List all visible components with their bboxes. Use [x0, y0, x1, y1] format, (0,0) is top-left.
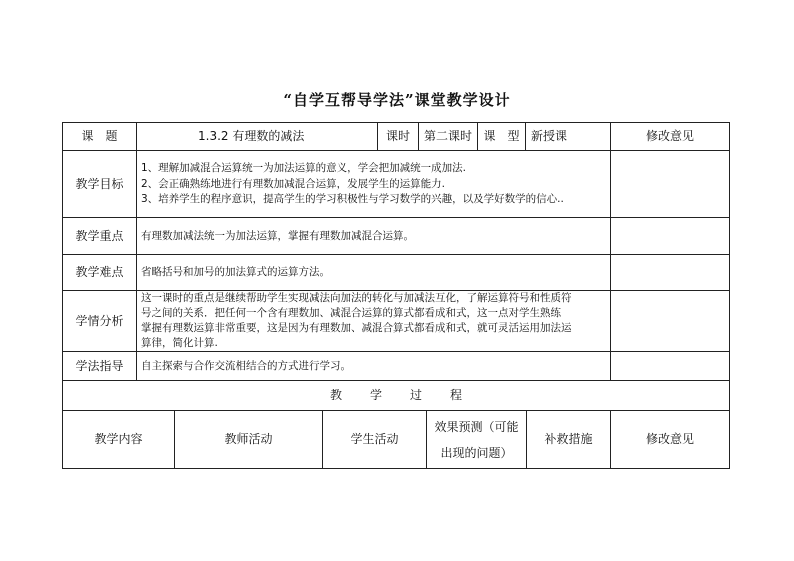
topic-value: 1.3.2 有理数的减法: [198, 129, 305, 143]
document-title: “自学互帮导学法”课堂教学设计: [283, 91, 511, 109]
col-teaching-content: 教学内容: [94, 432, 143, 446]
col-student-activity: 学生活动: [350, 432, 399, 446]
type-value: 新授课: [531, 129, 568, 143]
effect-prediction-line-1: 效果预测（可能: [434, 419, 519, 434]
period-label: 课时: [385, 129, 410, 143]
goal-line-3: 3、培养学生的程序意识，提高学生的学习积极性与学习数学的兴趣，以及学好数学的信心..: [141, 193, 564, 205]
col-revision-opinion: 修改意见: [645, 432, 694, 446]
goals-label: 教学目标: [75, 176, 124, 191]
col-teacher-activity: 教师活动: [224, 432, 273, 446]
goals-text: [141, 161, 609, 208]
col-remedial-measures: 补救措施: [544, 432, 593, 446]
analysis-line-1: 这一课时的重点是继续帮助学生实现减法向加法的转化与加减法互化，了解运算符号和性质符: [141, 292, 572, 304]
student-analysis-text: [141, 291, 609, 351]
period-value: 第二课时: [423, 129, 472, 143]
key-point-text: 有理数加减法统一为加法运算，掌握有理数加减混合运算。: [141, 229, 414, 242]
student-analysis-label: 学情分析: [75, 313, 124, 328]
type-label: 课 型: [483, 129, 520, 143]
revision-label: 修改意见: [645, 129, 694, 143]
method-guide-label: 学法指导: [75, 358, 124, 373]
difficult-point-label: 教学难点: [75, 265, 124, 279]
analysis-line-3: 掌握有理数运算非常重要，这是因为有理数加、减混合算式都看成和式，就可灵活运用加法运: [141, 322, 572, 334]
analysis-line-2: 号之间的关系．把任何一个含有理数加、减混合运算的算式都看成和式，这一点对学生熟练: [141, 307, 561, 319]
goal-line-2: 2、会正确熟练地进行有理数加减混合运算，发展学生的运算能力.: [141, 177, 446, 190]
analysis-line-4: 算律，简化计算.: [141, 337, 218, 349]
effect-prediction-line-2: 出现的问题）: [440, 445, 513, 460]
key-point-label: 教学重点: [75, 228, 124, 243]
method-guide-text: 自主探索与合作交流相结合的方式进行学习。: [141, 359, 351, 372]
col-effect-prediction: [427, 411, 526, 468]
topic-label: 课 题: [81, 129, 118, 143]
goal-line-1: 1、理解加减混合运算统一为加法运算的意义，学会把加减统一成加法.: [141, 162, 467, 174]
teaching-process-heading: 教学过程: [329, 388, 490, 402]
difficult-point-text: 省略括号和加号的加法算式的运算方法。: [141, 266, 330, 278]
